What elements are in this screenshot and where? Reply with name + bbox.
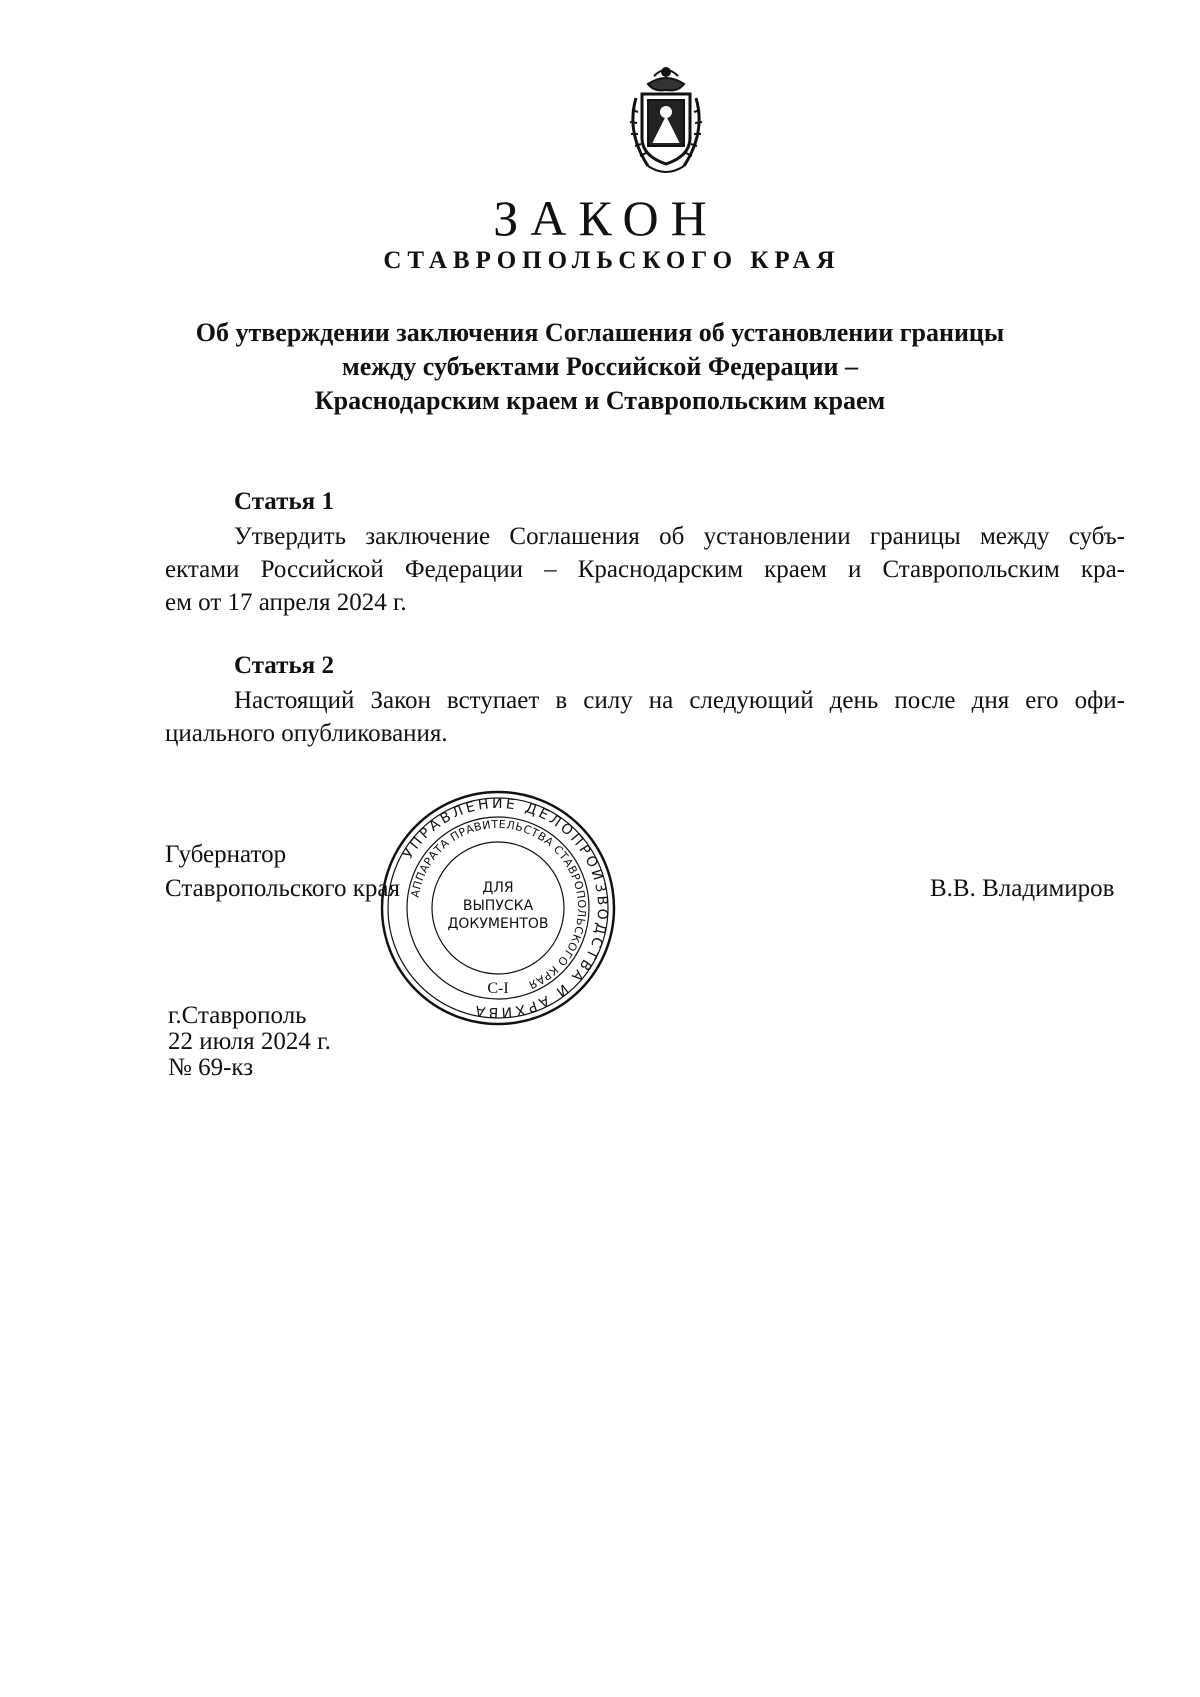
article-1-text [165,520,1125,619]
stamp-center-line: ДОКУМЕНТОВ [447,916,549,932]
stamp-center-line: ВЫПУСКА [462,898,534,914]
stamp-center-line: ДЛЯ [482,880,514,896]
law-name [150,316,1050,418]
document-title: ЗАКОН [493,190,719,246]
article-line: циального опубликования. [165,720,448,747]
article-line: Утвердить заключение Соглашения об установлении границы между субъ- [234,523,1125,550]
document-date: 22 июля 2024 г. [168,1028,331,1055]
official-stamp [378,788,618,1028]
article-1-heading: Статья 1 [234,488,334,515]
stamp-outer-text: УПРАВЛЕНИЕ ДЕЛОПРОИЗВОДСТВА И АРХИВА [400,795,611,1021]
stamp-code: С-I [487,980,509,997]
article-line: ем от 17 апреля 2024 г. [165,589,407,616]
law-name-line: между субъектами Российской Федерации – [342,352,858,381]
signer-name: В.В. Владимиров [930,875,1115,902]
signer-position-line: Губернатор [165,841,287,868]
law-name-line: Об утверждении заключения Соглашения об установлении границы [195,318,1005,347]
law-name-line: Краснодарским краем и Ставропольским краем [314,386,886,415]
signer-position [165,838,400,906]
article-line: Настоящий Закон вступает в силу на следующий день после дня его офи- [234,687,1125,714]
document-footer [168,1003,331,1081]
document-city: г.Ставрополь [168,1002,307,1029]
article-2-heading: Статья 2 [234,652,334,679]
document-number: № 69-кз [168,1054,254,1081]
article-2-text [165,684,1125,750]
signer-position-line: Ставропольского края [165,875,400,902]
document-subtitle: СТАВРОПОЛЬСКОГО КРАЯ [383,247,841,274]
article-line: ектами Российской Федерации – Краснодарским краем и Ставропольским кра- [165,556,1125,583]
coat-of-arms-emblem [618,62,714,182]
stamp-inner-text: АППАРАТА ПРАВИТЕЛЬСТВА СТАВРОПОЛЬСКОГО КРАЯ [408,817,589,992]
